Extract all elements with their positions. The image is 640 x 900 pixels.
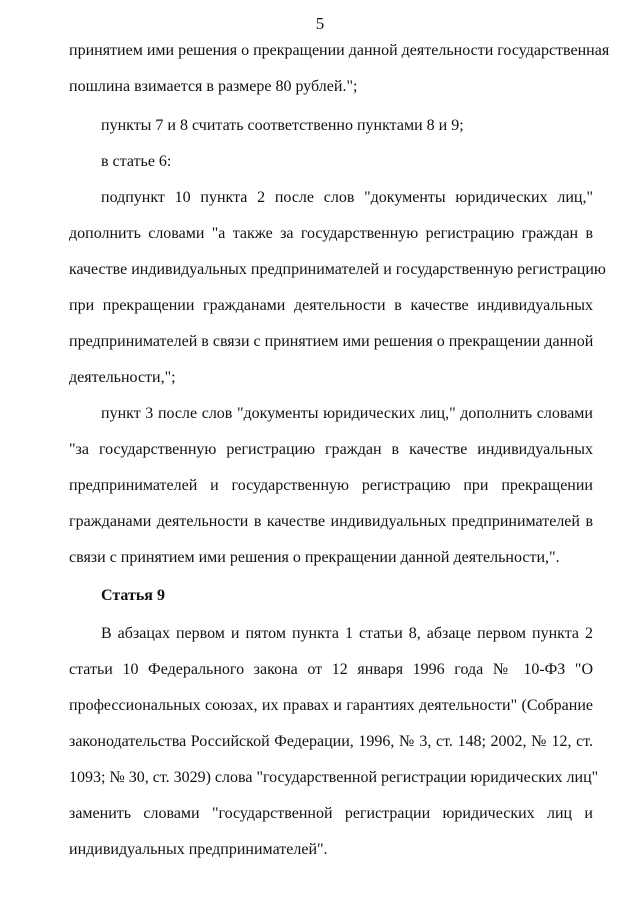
text-line: 1093; № 30, ст. 3029) слова "государственной регистрации юридических лиц" (69, 769, 599, 786)
text-line: дополнить словами "а также за государственную регистрацию граждан в (69, 225, 593, 242)
text-line: В абзацах первом и пятом пункта 1 статьи 8, абзаце первом пункта 2 (101, 625, 593, 642)
text-line: гражданами деятельности в качестве индивидуальных предпринимателей в (69, 513, 593, 530)
text-line: подпункт 10 пункта 2 после слов "документы юридических лиц," (101, 189, 593, 206)
text-line: деятельности,"; (69, 369, 176, 386)
text-line: пункты 7 и 8 считать соответственно пунктами 8 и 9; (101, 117, 464, 134)
text-line: "за государственную регистрацию граждан в качестве индивидуальных (69, 441, 593, 458)
page-number: 5 (315, 14, 325, 33)
text-line: предпринимателей в связи с принятием ими решения о прекращении данной (69, 333, 594, 350)
article-heading: Статья 9 (101, 587, 165, 604)
text-line: предпринимателей и государственную регистрацию при прекращении (69, 477, 593, 494)
text-line: статьи 10 Федерального закона от 12 января 1996 года № 10-ФЗ "О (69, 661, 593, 678)
text-line: при прекращении гражданами деятельности в качестве индивидуальных (69, 297, 593, 314)
text-line: законодательства Российской Федерации, 1996, № 3, ст. 148; 2002, № 12, ст. (69, 733, 593, 750)
text-line: принятием ими решения о прекращении данной деятельности государственная (69, 42, 610, 59)
text-line: в статье 6: (101, 153, 172, 170)
text-line: качестве индивидуальных предпринимателей и государственную регистрацию (69, 261, 606, 278)
text-line: связи с принятием ими решения о прекращении данной деятельности,". (69, 549, 560, 566)
text-line: пошлина взимается в размере 80 рублей."; (69, 78, 358, 95)
text-line: заменить словами "государственной регистрации юридических лиц и (69, 805, 593, 822)
text-line: пункт 3 после слов "документы юридических лиц," дополнить словами (101, 405, 593, 422)
text-line: индивидуальных предпринимателей". (69, 841, 328, 858)
text-line: профессиональных союзах, их правах и гарантиях деятельности" (Собрание (69, 697, 593, 714)
